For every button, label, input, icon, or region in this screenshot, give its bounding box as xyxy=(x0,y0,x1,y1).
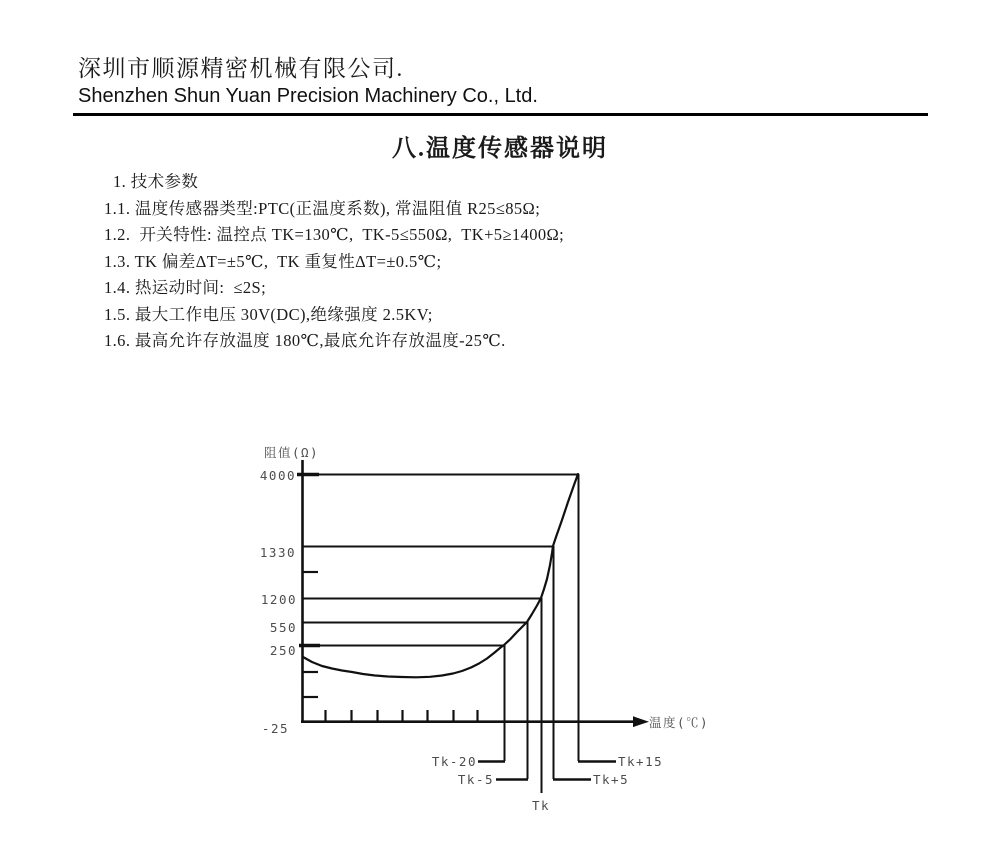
spec-line-3: 1.2. 开关特性: 温控点 TK=130℃, TK-5≤550Ω, TK+5≥1400Ω; xyxy=(104,225,565,244)
spec-line-2: 1.1. 温度传感器类型:PTC(正温度系数), 常温阻值 R25≤85Ω; xyxy=(104,198,541,218)
company-name-en: Shenzhen Shun Yuan Precision Machinery Co., Ltd. xyxy=(78,85,538,107)
y-tick-550: 550 xyxy=(269,620,297,635)
resistance-reference-lines xyxy=(303,475,578,646)
x-origin-tick-label: -25 xyxy=(261,721,289,736)
x-axis-title: 温度(℃) xyxy=(649,715,710,730)
y-tick-1200: 1200 xyxy=(260,592,297,607)
marker-label-tk-minus-20: Tk-20 xyxy=(431,754,477,769)
y-tick-250: 250 xyxy=(269,643,297,658)
y-axis-minor-ticks xyxy=(302,572,318,697)
x-axis-arrow-icon xyxy=(633,716,649,727)
section-title: 八.温度传感器说明 xyxy=(392,136,608,162)
x-axis-ticks xyxy=(326,710,478,722)
spec-line-5: 1.4. 热运动时间: ≤2S; xyxy=(104,278,267,297)
spec-line-4: 1.3. TK 偏差ΔT=±5℃, TK 重复性ΔT=±0.5℃; xyxy=(104,251,442,271)
resistance-curve xyxy=(303,474,578,677)
y-axis-bold-ticks xyxy=(297,475,320,646)
marker-label-tk-minus-5: Tk-5 xyxy=(457,772,494,787)
spec-line-6: 1.5. 最大工作电压 30V(DC),绝缘强度 2.5KV; xyxy=(104,304,433,324)
company-name-zh: 深圳市顺源精密机械有限公司. xyxy=(78,56,404,81)
chart-axes xyxy=(301,460,649,727)
spec-line-7: 1.6. 最高允许存放温度 180℃,最底允许存放温度-25℃. xyxy=(104,331,506,350)
y-axis-title: 阻值(Ω) xyxy=(264,445,320,460)
spec-line-1: 1. 技术参数 xyxy=(113,172,199,191)
marker-label-tk: Tk xyxy=(531,798,551,813)
marker-label-tk-plus-15: Tk+15 xyxy=(618,754,664,769)
marker-label-tk-plus-5: Tk+5 xyxy=(593,772,630,787)
y-tick-4000: 4000 xyxy=(259,468,296,483)
y-tick-1330: 1330 xyxy=(259,545,296,560)
